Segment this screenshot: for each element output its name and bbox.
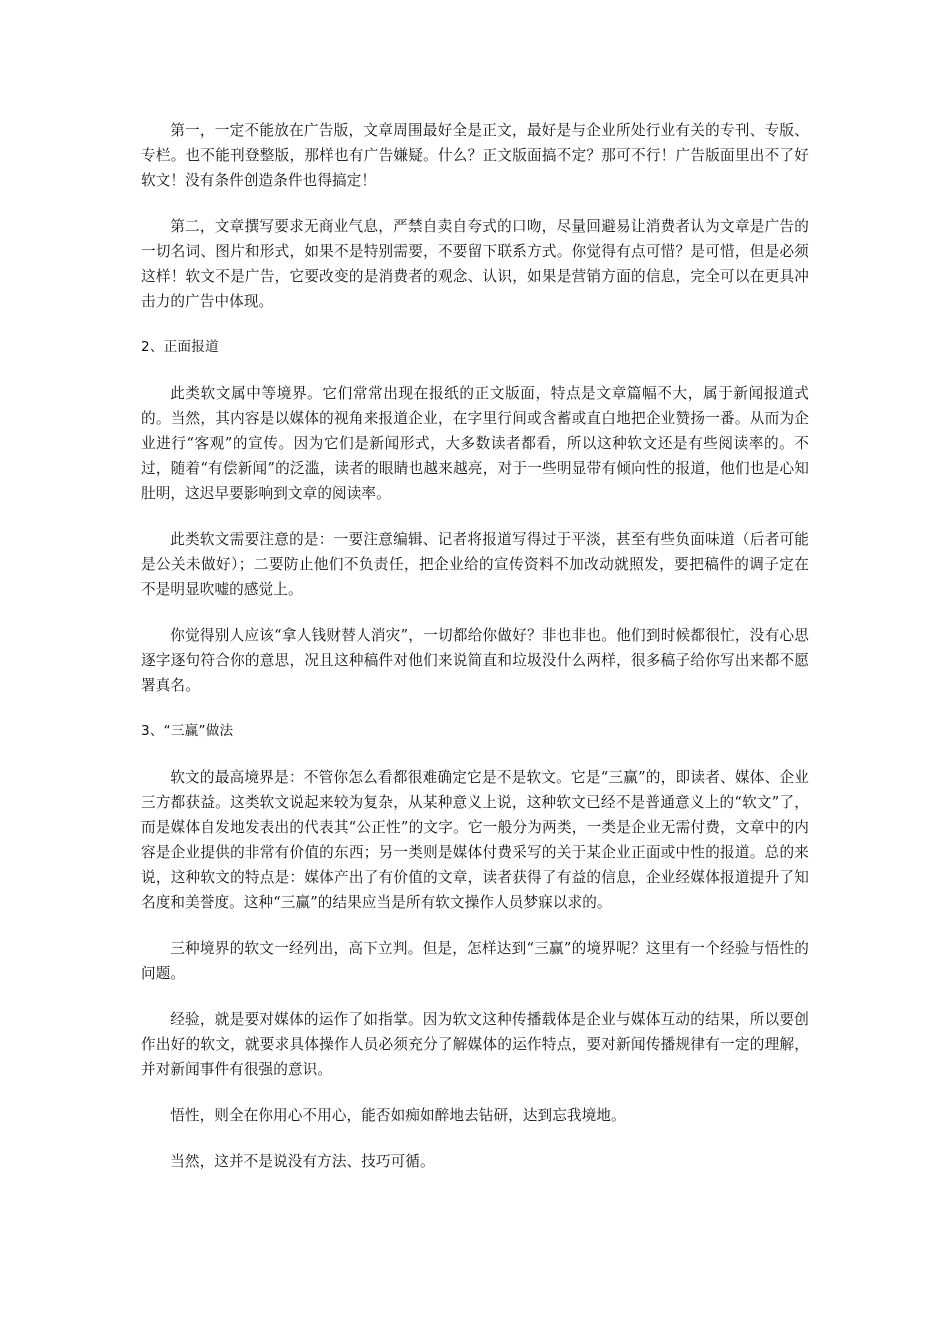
paragraph-triple-win-intro: 软文的最高境界是：不管你怎么看都很难确定它是不是软文。它是“三赢”的，即读者、媒体、企业三方都获益。这类软文说起来较为复杂，从某种意义上说，这种软文已经不是普通意义上的“软文”了，而是媒体自发地发表出的代表其“公正性”的文字。它一般分为两类，一类是企业无需付费，文章中的内容是企业提供的非常有价值的东西；另一类则是媒体付费采写的关于某企业正面或中性的报道。总的来说，这种软文的特点是：媒体产出了有价值的文章，读者获得了有益的信息，企业经媒体报道提升了知名度和美誉度。这种“三赢”的结果应当是所有软文操作人员梦寐以求的。 xyxy=(141,769,809,911)
paragraph-experience: 经验，就是要对媒体的运作了如指掌。因为软文这种传播载体是企业与媒体互动的结果，所以要创作出好的软文，就要求具体操作人员必须充分了解媒体的运作特点，要对新闻传播规律有一定的理解，并对新闻事件有很强的意识。 xyxy=(141,1011,809,1078)
section-heading-triple-win: 3、“三赢”做法 xyxy=(141,723,234,739)
paragraph-positive-report-reality: 你觉得别人应该“拿人钱财替人消灾”，一切都给你做好？非也非也。他们到时候都很忙，没有心思逐字逐句符合你的意思，况且这种稿件对他们来说简直和垃圾没什么两样，很多稿子给你写出来都不愿署真名。 xyxy=(141,627,809,694)
paragraph-no-commercial-tone: 第二，文章撰写要求无商业气息，严禁自卖自夸式的口吻，尽量回避易让消费者认为文章是广告的一切名词、图片和形式，如果不是特别需要，不要留下联系方式。你觉得有点可惜？是可惜，但是必须这样！软文不是广告，它要改变的是消费者的观念、认识，如果是营销方面的信息，完全可以在更具冲击力的广告中体现。 xyxy=(141,218,809,310)
paragraph-placement-rule: 第一，一定不能放在广告版，文章周围最好全是正文，最好是与企业所处行业有关的专刊、专版、专栏。也不能刊登整版，那样也有广告嫌疑。什么？正文版面搞不定？那可不行！广告版面里出不了好软文！没有条件创造条件也得搞定！ xyxy=(141,122,809,189)
paragraph-positive-report-notes: 此类软文需要注意的是：一要注意编辑、记者将报道写得过于平淡，甚至有些负面味道（后者可能是公关未做好）；二要防止他们不负责任，把企业给的宣传资料不加改动就照发，要把稿件的调子定在不是明显吹嘘的感觉上。 xyxy=(141,531,809,598)
paragraph-triple-win-question: 三种境界的软文一经列出，高下立判。但是，怎样达到“三赢”的境界呢？这里有一个经验与悟性的问题。 xyxy=(141,940,809,982)
paragraph-positive-report-intro: 此类软文属中等境界。它们常常出现在报纸的正文版面，特点是文章篇幅不大，属于新闻报道式的。当然，其内容是以媒体的视角来报道企业，在字里行间或含蓄或直白地把企业赞扬一番。从而为企业进行“客观”的宣传。因为它们是新闻形式，大多数读者都看，所以这种软文还是有些阅读率的。不过，随着“有偿新闻”的泛滥，读者的眼睛也越来越亮，对于一些明显带有倾向性的报道，他们也是心知肚明，这迟早要影响到文章的阅读率。 xyxy=(141,385,809,502)
paragraph-insight: 悟性，则全在你用心不用心，能否如痴如醉地去钻研，达到忘我境地。 xyxy=(170,1107,626,1124)
section-heading-positive-report: 2、正面报道 xyxy=(141,339,219,355)
paragraph-conclusion: 当然，这并不是说没有方法、技巧可循。 xyxy=(170,1153,435,1170)
